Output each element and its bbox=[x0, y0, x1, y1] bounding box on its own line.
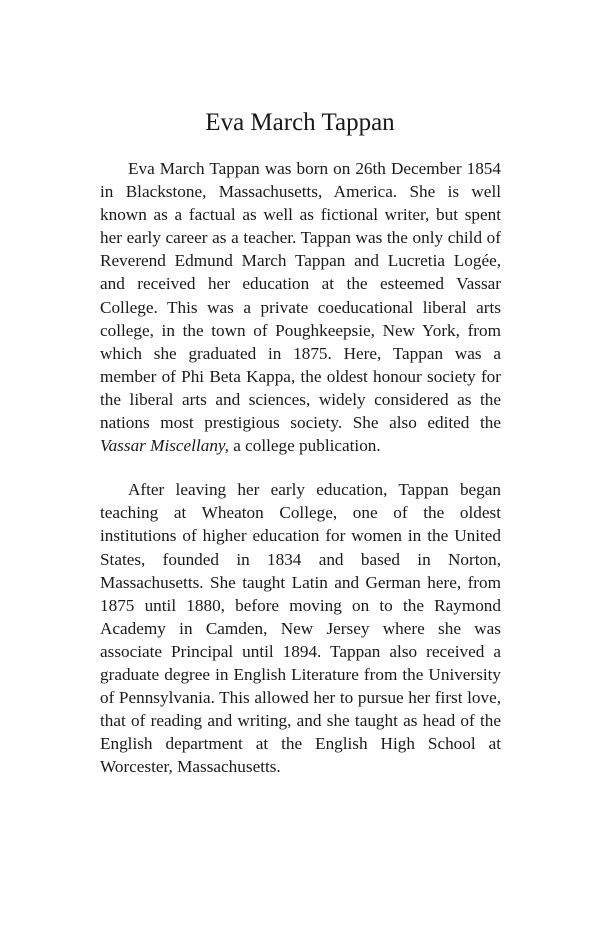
paragraph-1 bbox=[100, 157, 501, 457]
paragraph-2-text: After leaving her early education, Tappan began teaching at Wheaton College, one of the oldest institutions of higher education for women in the United States, founded in 1834 and based in Norton, Massachusetts. She taught Latin and German here, from 1875 until 1880, before moving on to the Raymond Academy in Camden, New Jersey where she was associate Principal until 1894. Tappan also received a graduate degree in English Literature from the University of Pennsylvania. This allowed her to pursue her first love, that of reading and writing, and she taught as head of the English department at the English High School at Worcester, Massachusetts. bbox=[100, 480, 501, 777]
paragraph-1-tail: a college publication. bbox=[228, 436, 381, 456]
page-title: Eva March Tappan bbox=[205, 109, 395, 136]
publication-title: Vassar Miscellany, bbox=[100, 436, 229, 456]
body-text bbox=[100, 157, 501, 799]
paragraph-1-text: Eva March Tappan was born on 26th December 1854 in Blackstone, Massachusetts, America. She is well known as a factual as well as fictional writer, but spent her early career as a teacher. Tappan was the only child of Reverend Edmund March Tappan and Lucretia Logée, and received her education at the esteemed Vassar College. This was a private coeducational liberal arts college, in the town of Poughkeepsie, New York, from which she graduated in 1875. Here, Tappan was a member of Phi Beta Kappa, the oldest honour society for the liberal arts and sciences, widely considered as the nations most prestigious society. She also edited the bbox=[100, 159, 501, 433]
paragraph-2 bbox=[100, 478, 501, 778]
